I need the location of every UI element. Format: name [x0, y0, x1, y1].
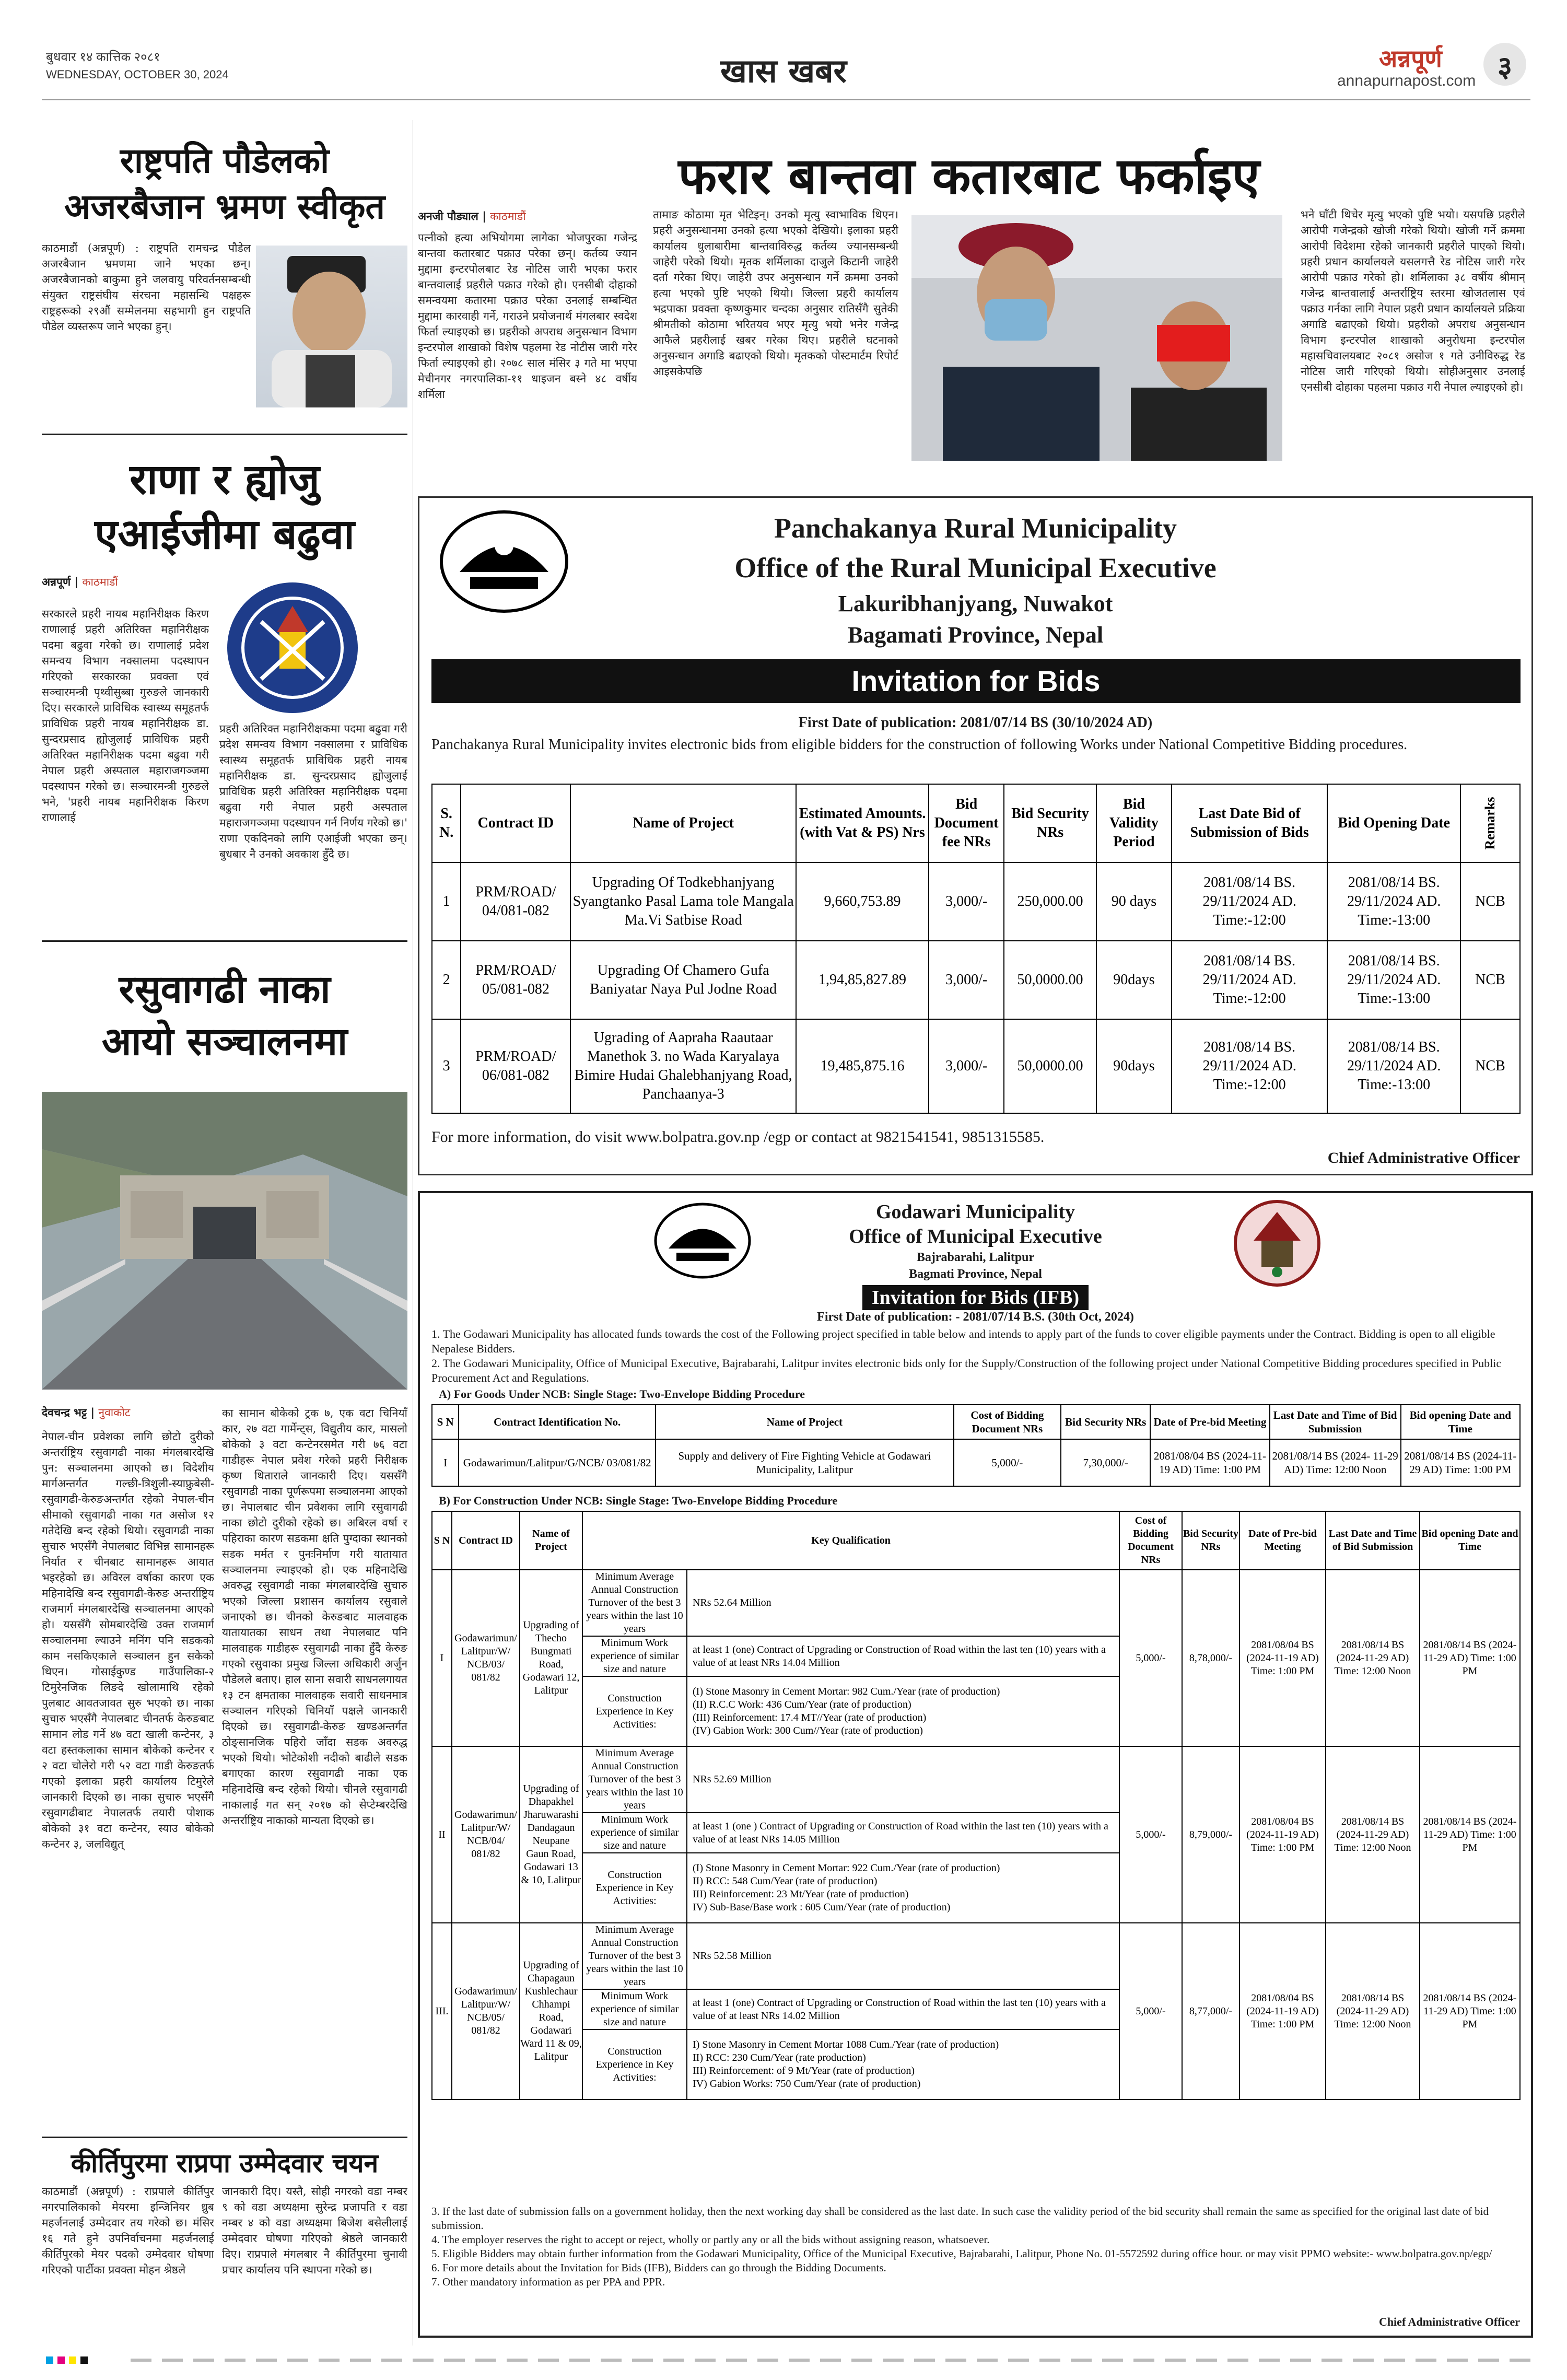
ad2-note-7: 7. Other mandatory information as per PPA and PPR. [431, 2276, 665, 2288]
ad1-h-open: Bid Opening Date [1327, 784, 1460, 862]
s3-headline-2: आयो सञ्चालनमा [101, 1019, 348, 1064]
table-row: III. Godawarimun/ Lalitpur/W/ NCB/05/ 081/82 Upgrading of Chapagaun Kushlechaur Chhampi Road, Godawari Ward 11 & 09, Lalitpur Minimum Average Annual Construction Turnover of the best 3 years within the last 10 years NRs 52.58 Million 5,000/- 8,77,000/- 2081/08/04 BS (2024-11-19 AD) Time: 1:00 PM 2081/08/14 BS (2024-11-29 AD) Time: 12:00 Noon 2081/08/14 BS (2024-11-29 AD) Time: 1:00 PM [432, 1923, 1520, 1989]
ad1-h-amt: Estimated Amounts. (with Vat & PS) Nrs [796, 784, 929, 862]
s1-headline-1: राष्ट्रपति पौडेलको [120, 140, 330, 181]
ad2-signature: Chief Administrative Officer [1378, 2315, 1520, 2328]
rasuwagadhi-photo [42, 1092, 407, 1390]
ad1-address-2: Bagamati Province, Nepal [847, 622, 1104, 648]
table-row: II Godawarimun/ Lalitpur/W/ NCB/04/ 081/82 Upgrading of Dhapakhel Jharuwarashi Dandagaun Neupane Gaun Road, Godawari 13 & 10, Lalitpur Minimum Average Annual Construction Turnover of the best 3 years within the last 10 years NRs 52.69 Million 5,000/- 8,79,000/- 2081/08/04 BS (2024-11-19 AD) Time: 1:00 PM 2081/08/14 BS (2024-11-29 AD) Time: 12:00 Noon 2081/08/14 BS (2024-11-29 AD) Time: 1:00 PM [432, 1746, 1520, 1813]
ad2-para-2: 2. The Godawari Municipality, Office of Municipal Executive, Bajrabarahi, Lalitpur invites electronic bids only for the Supply/Construction of the following project under National Competitive Bidding procedures specified in Public Procurement Act and Regulations. [431, 1357, 1502, 1384]
header-date-np: बुधवार १४ कात्तिक २०८१ [46, 50, 160, 64]
ad1-h-rem: Remarks [1460, 784, 1520, 862]
ad1-banner: Invitation for Bids [431, 659, 1521, 703]
table-row: 3 PRM/ROAD/ 06/081-082 Ugrading of Aapraha Raautaar Manethok 3. no Wada Karyalaya Bimire Hudai Ghalebhanjyang Road, Panchaanya-3 19,485,875.16 3,000/- 50,0000.00 90days 2081/08/14 BS. 29/11/2024 AD. Time:-12:00 2081/08/14 BS. 29/11/2024 AD. Time:-13:00 NCB [432, 1019, 1520, 1113]
ad1-h-name: Name of Project [570, 784, 796, 862]
brand-logo: अन्नपूर्ण [1379, 44, 1442, 73]
ad2-address-2: Bagmati Province, Nepal [909, 1267, 1042, 1281]
ad2-note-5: 5. Eligible Bidders may obtain further information from the Godawari Municipality, Office of the Municipal Executive, Bajrabarahi, Lalitpur, Phone No. 01-5572592 during office hour. or may visit PPMO website:- www.bolpatra.gov.np/egp/ [431, 2247, 1492, 2260]
site-url: annapurnapost.com [1337, 72, 1476, 89]
table-row: 1 PRM/ROAD/ 04/081-082 Upgrading Of Todkebhanjyang Syangtanko Pasal Lama tole Mangala Ma.Vi Satbise Road 9,660,753.89 3,000/- 250,000.00 90 days 2081/08/14 BS. 29/11/2024 AD. Time:-12:00 2081/08/14 BS. 29/11/2024 AD. Time:-13:00 NCB [432, 862, 1520, 941]
table-row: I Godawarimun/ Lalitpur/W/ NCB/03/ 081/82 Upgrading of Thecho Bungmati Road, Godawari 12, Lalitpur Minimum Average Annual Construction Turnover of the best 3 years within the last 10 years NRs 52.64 Million 5,000/- 8,78,000/- 2081/08/04 BS (2024-11-19 AD) Time: 1:00 PM 2081/08/14 BS (2024-11-29 AD) Time: 12:00 Noon 2081/08/14 BS (2024-11-29 AD) Time: 1:00 PM [432, 1570, 1520, 1636]
s5-body-col1: पत्नीको हत्या अभियोगमा लागेका भोजपुरका गजेन्द्र बान्तवा कतारबाट पक्राउ परेका छन्। कर्तव्य ज्यान मुद्दामा इन्टरपोलबाट रेड नोटिस जारी भएका फरार बान्तवालाई प्रहरीले पक्राउ गरेको हो। एनसीबी दोहाको समन्वयमा कतारमा पक्राउ परेका उनलाई सम्बन्धित मुद्दामा कारवाही गर्ने, गराउने प्रयोजनार्थ मंगलबार स्वदेश फिर्ता ल्याइएको छ। प्रहरीको अपराध अनुसन्धान विभाग इन्टरपोल शाखाको विशेष पहलमा रेड नोटीस जारी गरेर फिर्ता ल्याइएको हो। २०७८ साल मंसिर ३ गते मा भएपा मेचीनगर नगरपालिका-११ धाइजन बस्ने ४८ वर्षीय शर्मिला [418, 231, 637, 401]
ad1-h-last: Last Date Bid of Submission of Bids [1172, 784, 1328, 862]
ad2-address-1: Bajrabarahi, Lalitpur [916, 1251, 1035, 1264]
ad1-pubdate: First Date of publication: 2081/07/14 BS (30/10/2024 AD) [798, 715, 1153, 731]
ad1-h-fee: Bid Document fee NRs [929, 784, 1004, 862]
s4-headline: कीर्तिपुरमा राप्रपा उम्मेदवार चयन [71, 2148, 379, 2178]
s3-body-col1: नेपाल-चीन प्रवेशका लागि छोटो दुरीको अन्तर्राष्ट्रिय रसुवागढी नाका मंगलबारदेखि पुन: सञ्चालनमा आएको छ। विदेशीय मार्गअन्तर्गत गल्छी-त्रिशुली-स्याफ्रुबेसी-रसुवागढी-केरुङअन्तर्गत रहेको नेपाल-चीन सीमाको रसुवागढी नाका गत असोज १२ गतेदेखि बन्द रहेको थियो। रसुवागढी नाका सुचारु भएसँगै नेपालबाट विभिन्न सामानहरू निर्यात र चीनबाट सामानहरू आयात भइरहेको छ। अविरल वर्षाका कारण एक महिनादेखि बन्द रसुवागढी-केरुङ अन्तर्राष्ट्रिय राजमार्ग मंगलबारदेखि सञ्चालनमा आएको हो। यससँगै सोमबारदेखि उक्त राजमार्ग सञ्चालनमा ल्याउने मनिंग पनि सडकको काम नसकिएकाले सञ्चालन हुन सकेको थिएन। गोसाईकुण्ड गाउँपालिका-२ टिमुरेनजिक लिङदे खोलामाथि रहेको पुलबाट आवतजावत सुरु भएको छ। नाका सुचारु भएसँगै नेपालबाट चीनतर्फ केरुङबाट सामान लोड गर्ने ४७ वटा खाली कन्टेनर, ३ वटा हस्तकलाका सामान बोकेको कन्टेनर र २ वटा चोलेरो गरी ५२ वटा गाडी केरुङतर्फ गएको इलाका प्रहरी कार्यालय टिमुरेले जानकारी दिएको छ। नाका सुचारु भएसँगै रसुवागढीबाट नेपालतर्फ तयारी पोशाक बोकेको ३१ वटा कन्टेनर, स्याउ बोकेको कन्टेनर ३, जलविद्युत् [42, 1430, 214, 1850]
s5-byline: अनजी पौड्याल | काठमाडौं [418, 209, 526, 223]
ad2-sub-a: A) For Goods Under NCB: Single Stage: Two-Envelope Bidding Procedure [439, 1387, 805, 1401]
s2-body-col1: सरकारले प्रहरी नायब महानिरीक्षक किरण राणालाई प्रहरी अतिरिक्त महानिरीक्षक पदमा बढुवा गरेको छ। राणालाई प्रदेश समन्वय विभाग नक्सालमा पदस्थापन गरिएको सरकारका प्रवक्ता एवं सञ्चारमन्त्री पृथ्वीसुब्बा गुरुङले जानकारी दिए। सरकारले प्राविधिक स्वास्थ्य समूहतर्फ प्राविधिक प्रहरी नायब महानिरीक्षक डा. सुन्दरप्रसाद ह्योजुलाई प्राविधिक प्रहरी अतिरिक्त महानिरीक्षक पदमा बढुवा गरी नेपाल प्रहरी अस्पताल महाराजगञ्जमा पदस्थापन गरेको छ। सञ्चारमन्त्री गुरुङले भने, 'प्रहरी नायब महानिरीक्षक किरण राणालाई [42, 608, 209, 824]
president-photo [256, 246, 407, 407]
page-number-text: ३ [1497, 50, 1513, 83]
ad1-h-sn: S. N. [432, 784, 461, 862]
ad2-para-1: 1. The Godawari Municipality has allocated funds towards the cost of the Following project specified in table below and intends to apply part of the funds to cover eligible payments under the Contract. Bidding is open to all eligible Nepalese Bidders. [431, 1327, 1495, 1355]
s3-byline: देवचन्द्र भट्ट | नुवाकोट [42, 1406, 131, 1419]
s1-body: काठमाडौं (अन्नपूर्ण) : राष्ट्रपति रामचन्द्र पौडेल अजरबैजान भ्रमणमा जाने भएका छन्। अजरबैजानको बाकुमा हुने जलवायु परिवर्तनसम्बन्धी संयुक्त राष्ट्रसंघीय संरचना महासन्धि पक्षहरू राष्ट्रहरूको २९औं सम्मेलनमा सहभागी हुन राष्ट्रपति पौडेल व्यस्तरूप जाने भएका हुन्। [42, 242, 251, 333]
table-row: 2 PRM/ROAD/ 05/081-082 Upgrading Of Chamero Gufa Baniyatar Naya Pul Jodne Road 1,94,85,827.89 3,000/- 50,0000.00 90days 2081/08/14 BS. 29/11/2024 AD. Time:-12:00 2081/08/14 BS. 29/11/2024 AD. Time:-13:00 NCB [432, 941, 1520, 1019]
ad2-note-6: 6. For more details about the Invitation for Bids (IFB), Bidders can go through the Bidding Documents. [431, 2261, 886, 2274]
section-title: खास खबर [720, 52, 847, 90]
print-color-strip [46, 2356, 92, 2366]
table-row: I Godawarimun/Lalitpur/G/NCB/ 03/081/82 Supply and delivery of Fire Fighting Vehicle at Godawari Municipality, Lalitpur 5,000/- 7,30,000/- 2081/08/04 BS (2024-11- 19 AD) Time: 1:00 PM 2081/08/14 BS (2024- 11-29 AD) Time: 12:00 Noon 2081/08/14 BS (2024-11-29 AD) Time: 1:00 PM [432, 1439, 1520, 1486]
ad2-works-table: S N Contract ID Name of Project Key Qualification Cost of Bidding Document NRs Bid Security NRs Date of Pre-bid Meeting Last Date and Time of Bid Submission Bid opening Date and Time I Godawarimun/ Lalitpur/W/ NCB/03/ 081/82 Upgrading of Thecho Bungmati Road, Godawari 12, Lalitpur Minimum Average Annual Construction Turnover of the best 3 years within the last 10 years NRs 52.64 Million 5,000/- 8,78,000/- 2081/08/04 BS (2024-11-19 AD) Time: 1:00 PM 2081/08/14 BS (2024-11-29 AD) Time: 12:00 Noon 2081/08/14 BS (2024-11-29 AD) Time: 1:00 PM Minimum Work experience of similar size and nature at least 1 (one) Contract of Upgrading or Construction of Road within the last ten (10) years with a value of at least NRs 14.04 Million Construction Experience in Key Activities: (I) Stone Masonry in Cement Mortar: 982 Cum./Year (rate of production) (II) R.C.C Work: 436 Cum/Year (rate of production) (III) Reinforcement: 17.4 MT//Year (rate of production) (IV) Gabion Work: 300 Cum//Year (rate of production) II Godawarimun/ Lalitpur/W/ NCB/04/ 081/82 Upgrading of Dhapakhel Jharuwarashi Dandagaun Neupane Gaun Road, Godawari 13 & 10, Lalitpur Minimum Average Annual Construction Turnover of the best 3 years within the last 10 years NRs 52.69 Million 5,000/- 8,79,000/- 2081/08/04 BS (2024-11-19 AD) Time: 1:00 PM 2081/08/14 BS (2024-11-29 AD) Time: 12:00 Noon 2081/08/14 BS (2024-11-29 AD) Time: 1:00 PM Minimum Work experience of similar size and nature at least 1 (one ) Contract of Upgrading or Construction of Road within the last ten (10) years with a value of at least NRs 14.05 Million Construction Experience in Key Activities: (I) Stone Masonry in Cement Mortar: 922 Cum./Year (rate of production) II) RCC: 548 Cum/Year (rate of production) III) Reinforcement: 23 Mt/Year (rate of production) IV) Sub-Base/Base work : 605 Cum/Year (rate of production) III. Godawarimun/ Lalitpur/W/ NCB/05/ 081/82 Upgrading of Chapagaun Kushlechaur Chhampi Road, Godawari Ward 11 & 09, Lalitpur Minimum Average Annual Construction Turnover of the best 3 years within the last 10 years NRs 52.58 Million 5,000/- 8,77,000/- 2081/08/04 BS (2024-11-19 AD) Time: 1:00 PM 2081/08/14 BS (2024-11-29 AD) Time: 12:00 Noon 2081/08/14 BS (2024-11-29 AD) Time: 1:00 PM Minimum Work experience of similar size and nature at least 1 (one) Contract of Upgrading or Construction of Road within the last ten (10) years with a value of at least NRs 14.02 Million Construction Experience in Key Activities: I) Stone Masonry in Cement Mortar 1088 Cum./Year (rate of production) II) RCC: 230 Cum/Year (rate production) III) Reinforcement: of 9 Mt/Year (rate of production) IV) Gabion Works: 750 Cum/Year (rate of production) [431, 1511, 1521, 2100]
ad2-banner: Invitation for Bids (IFB) [418, 1285, 1533, 1310]
ad1-address-1: Lakuribhanjyang, Nuwakot [838, 591, 1113, 616]
s4-body-col2: जानकारी दिए। यस्तै, सोही नगरको वडा नम्बर ९ को वडा अध्यक्षमा सुरेन्द्र प्रजापति र वडा नम्बर ४ को वडा अध्यक्षमा बिजेश बसेलीलाई उम्मेदवार घोषणा गरिएको श्रेष्ठले जानकारी दिए। राप्रपाले मंगलबार नै कीर्तिपुरमा चुनावी प्रचार कार्यालय पनि स्थापना गरेको छ। [222, 2185, 407, 2276]
ad1-title-1: Panchakanya Rural Municipality [774, 512, 1177, 544]
ad2-title-2: Office of Municipal Executive [849, 1226, 1102, 1247]
s2-byline: अन्नपूर्ण | काठमाडौं [42, 575, 118, 588]
s5-body-col3: भने घाँटी थिचेर मृत्यु भएको पुष्टि भयो। यसपछि प्रहरीले आरोपी गजेन्द्रको खोजी गरेको थियो। खोजी गर्ने क्रममा आरोपी विदेशमा रहेको जानकारी प्रहरीले पाएको थियो। प्रहरी प्रधान कार्यालयले यसलगत्तै रेड नोटिस जारी गरेर आरोपी पक्राउ गरेको हो। शर्मिलाका ३८ वर्षीय श्रीमान् गजेन्द्र बान्तवालाई अन्तर्राष्ट्रिय स्तरमा खोजतलास एवं पक्राउ गर्नका लागि नेपाल प्रहरी प्रधान कार्यालयले प्रक्रिया अगाडि बढाएको थियो। प्रहरीको अपराध अनुसन्धान विभाग इन्टरपोल शाखाको अनुरोधमा इन्टरपोल महासचिवालयबाट २०८१ असोज १ गते उनीविरुद्ध रेड नोटिस जारी गरिएको थियो। सोहीअनुसार उनलाई एनसीबी दोहाका पहलमा पक्राउ गरी नेपाल ल्याइएको हो। [1301, 208, 1525, 393]
ad1-intro: Panchakanya Rural Municipality invites electronic bids from eligible bidders for the construction of following Works under National Competitive Bidding procedures. [431, 737, 1408, 753]
print-registration-bar [131, 2359, 1530, 2362]
ad2-title-1: Godawari Municipality [875, 1201, 1075, 1223]
ad1-signature: Chief Administrative Officer [1327, 1149, 1520, 1166]
ad1-h-val: Bid Validity Period [1096, 784, 1172, 862]
ad1-title-2: Office of the Rural Municipal Executive [734, 552, 1217, 584]
header-rule [42, 99, 1530, 100]
ad1-bid-table [431, 784, 1521, 1114]
s2-headline-2: एआईजीमा बढुवा [95, 509, 355, 558]
s2-headline-1: राणा र ह्योजु [130, 454, 320, 504]
s5-headline: फरार बान्तवा कतारबाट फर्काइए [678, 146, 1260, 205]
s4-body-col1: काठमाडौं (अन्नपूर्ण) : राप्रपाले कीर्तिपुर नगरपालिकाको मेयरमा इन्जिनियर ध्रुब महर्जनलाई उम्मेदवार तय गरेको छ। मंसिर १६ गते हुने उपनिर्वाचनमा महर्जनलाई कीर्तिपुरको मेयर पदको उम्मेदवार घोषणा गरिएको पार्टीका प्रवक्ता मोहन श्रेष्ठले [42, 2185, 214, 2276]
ad2-pubdate: First Date of publication: - 2081/07/14 B.S. (30th Oct, 2024) [817, 1310, 1134, 1324]
s3-headline-1: रसुवागढी नाका [119, 967, 331, 1012]
nepal-police-logo [225, 580, 360, 716]
ad2-notes [431, 2204, 1521, 2289]
s5-body-col2: तामाङ कोठामा मृत भेटिइन्। उनको मृत्यु स्वाभाविक थिएन। प्रहरी अनुसन्धानमा उनको हत्या भएको देखियो। इलाका प्रहरी कार्यालय धुलाबारीमा बान्तवाविरुद्ध कर्तव्य ज्यानसम्बन्धी जाहेरी परेको थियो। मृतक शर्मिलाका दाजुले किटानी जाहेरी दर्ता गरेका थिए। जाहेरी उपर अनुसन्धान गर्ने क्रममा उनको हत्या भएको पुष्टि भएको थियो। जिल्ला प्रहरी कार्यालय भद्रपाका प्रवक्ता कृष्णकुमार चन्दका अनुसार रातिसँगै सुतेकी श्रीमतीको कोठामा भरितयव भएर मृत्यु भयो भनेर गजेन्द्र आफैले प्रहरीलाई खबर गरेका थिए। प्रहरीले घटनाको अनुसन्धान अगाडि बढाएको थियो। मृतकको पोस्टमार्टम रिपोर्ट आइसकेपछि [653, 208, 898, 378]
s2-body-col2: प्रहरी अतिरिक्त महानिरीक्षकमा पदमा बढुवा गरी प्रदेश समन्वय विभाग नक्सालमा र प्राविधिक स्वास्थ्य समूहतर्फ प्राविधिक प्रहरी नायब महानिरीक्षक डा. सुन्दरप्रसाद ह्योजुलाई प्राविधिक प्रहरी अतिरिक्त महानिरीक्षक पदमा बढुवा गरी नेपाल प्रहरी अस्पताल महाराजगञ्जमा पदस्थापन गर्न निर्णय गरेको छ।' राणा एकदिनको लागि एआईजी भएका छन्। बुधबार नै उनको अवकाश हुँदै छ। [219, 722, 407, 860]
arrest-photo [911, 215, 1282, 461]
ad1-h-sec: Bid Security NRs [1004, 784, 1096, 862]
ad2-sub-b: B) For Construction Under NCB: Single Stage: Two-Envelope Bidding Procedure [439, 1494, 838, 1507]
ad1-h-cid: Contract ID [461, 784, 570, 862]
s1-headline-2: अजरबैजान भ्रमण स्वीकृत [64, 186, 385, 227]
ad2-note-3: 3. If the last date of submission falls on a government holiday, then the next working day shall be considered as the last date. In such case the validity period of the bid security shall remain the same as specified for the original last date of bid submission. [431, 2205, 1489, 2232]
header-date-en: WEDNESDAY, OCTOBER 30, 2024 [46, 68, 229, 81]
s3-body-col2: का सामान बोकेको ट्रक ७, एक वटा चिनियाँ कार, २७ वटा गार्मेन्ट्स, विद्युतीय कार, मासलो बोकेको ३ वटा कन्टेनरसमेत गरी ७६ वटा गाडीहरू नेपाल प्रवेश गरेको प्रहरी निरीक्षक कृष्ण थिताराले जानकारी दिए। यससँगै रसुवागढी नाका पूर्णरूपमा सञ्चालनमा आएको छ। नेपालबाट चीन प्रवेशका लागि रसुवागढी नाका छोटो दुरीको रहेको छ। अबिरल वर्षा र पहिराका कारण सडकमा क्षति पुग्दाका स्थानको सडक मर्मत र पुनःनिर्माण गरी यातायात सञ्चालनमा ल्याइएको हो। एक महिनादेखि अवरुद्ध रसुवागढी नाका मंगलबारदेखि सुचारु भएको जिल्ला प्रशासन कार्यालय रसुवाले जनाएको छ। चीनको केरुङबाट मालवाहक यातायातका साधन तथा नेपालबाट पनि मालवाहक गाडीहरू रसुवागढी नाका हुँदै केरुङ गएको रसुवाका प्रमुख जिल्ला अधिकारी अर्जुन पौडेलले बताए। हाल साना सवारी साधनलगायत १३ टन क्षमताका मालवाहक सवारी साधनमात्र सञ्चालन गरिएको चिनियाँ पक्षले जानकारी दिएको छ। रसुवागढी-केरुङ खण्डअन्तर्गत ठोङ्सानजिक पहिरो जाँदा सडक अवरुद्ध भएको थियो। भोटेकोशी नदीको बाढीले सडक बगाएका कारण रसुवागढी नाका एक महिनादेखि बन्द रहेको थियो। चीनले रसुवागढी नाकालाई गत सन् २०१७ को सेप्टेम्बरदेखि अन्तर्राष्ट्रिय नाकाको मान्यता दिएको छ। [222, 1407, 407, 1827]
ad2-goods-table: S N Contract Identification No. Name of Project Cost of Bidding Document NRs Bid Security NRs Date of Pre-bid Meeting Last Date and Time of Bid Submission Bid opening Date and Time I Godawarimun/Lalitpur/G/NCB/ 03/081/82 Supply and delivery of Fire Fighting Vehicle at Godawari Municipality, Lalitpur 5,000/- 7,30,000/- 2081/08/04 BS (2024-11- 19 AD) Time: 1:00 PM 2081/08/14 BS (2024- 11-29 AD) Time: 12:00 Noon 2081/08/14 BS (2024-11-29 AD) Time: 1:00 PM [431, 1404, 1521, 1487]
ad2-note-4: 4. The employer reserves the right to accept or reject, wholly or partly any or all the bids without assigning reason, whatsoever. [431, 2233, 990, 2246]
ad1-more-info: For more information, do visit www.bolpatra.gov.np /egp or contact at 9821541541, 9851315585. [431, 1128, 1045, 1146]
